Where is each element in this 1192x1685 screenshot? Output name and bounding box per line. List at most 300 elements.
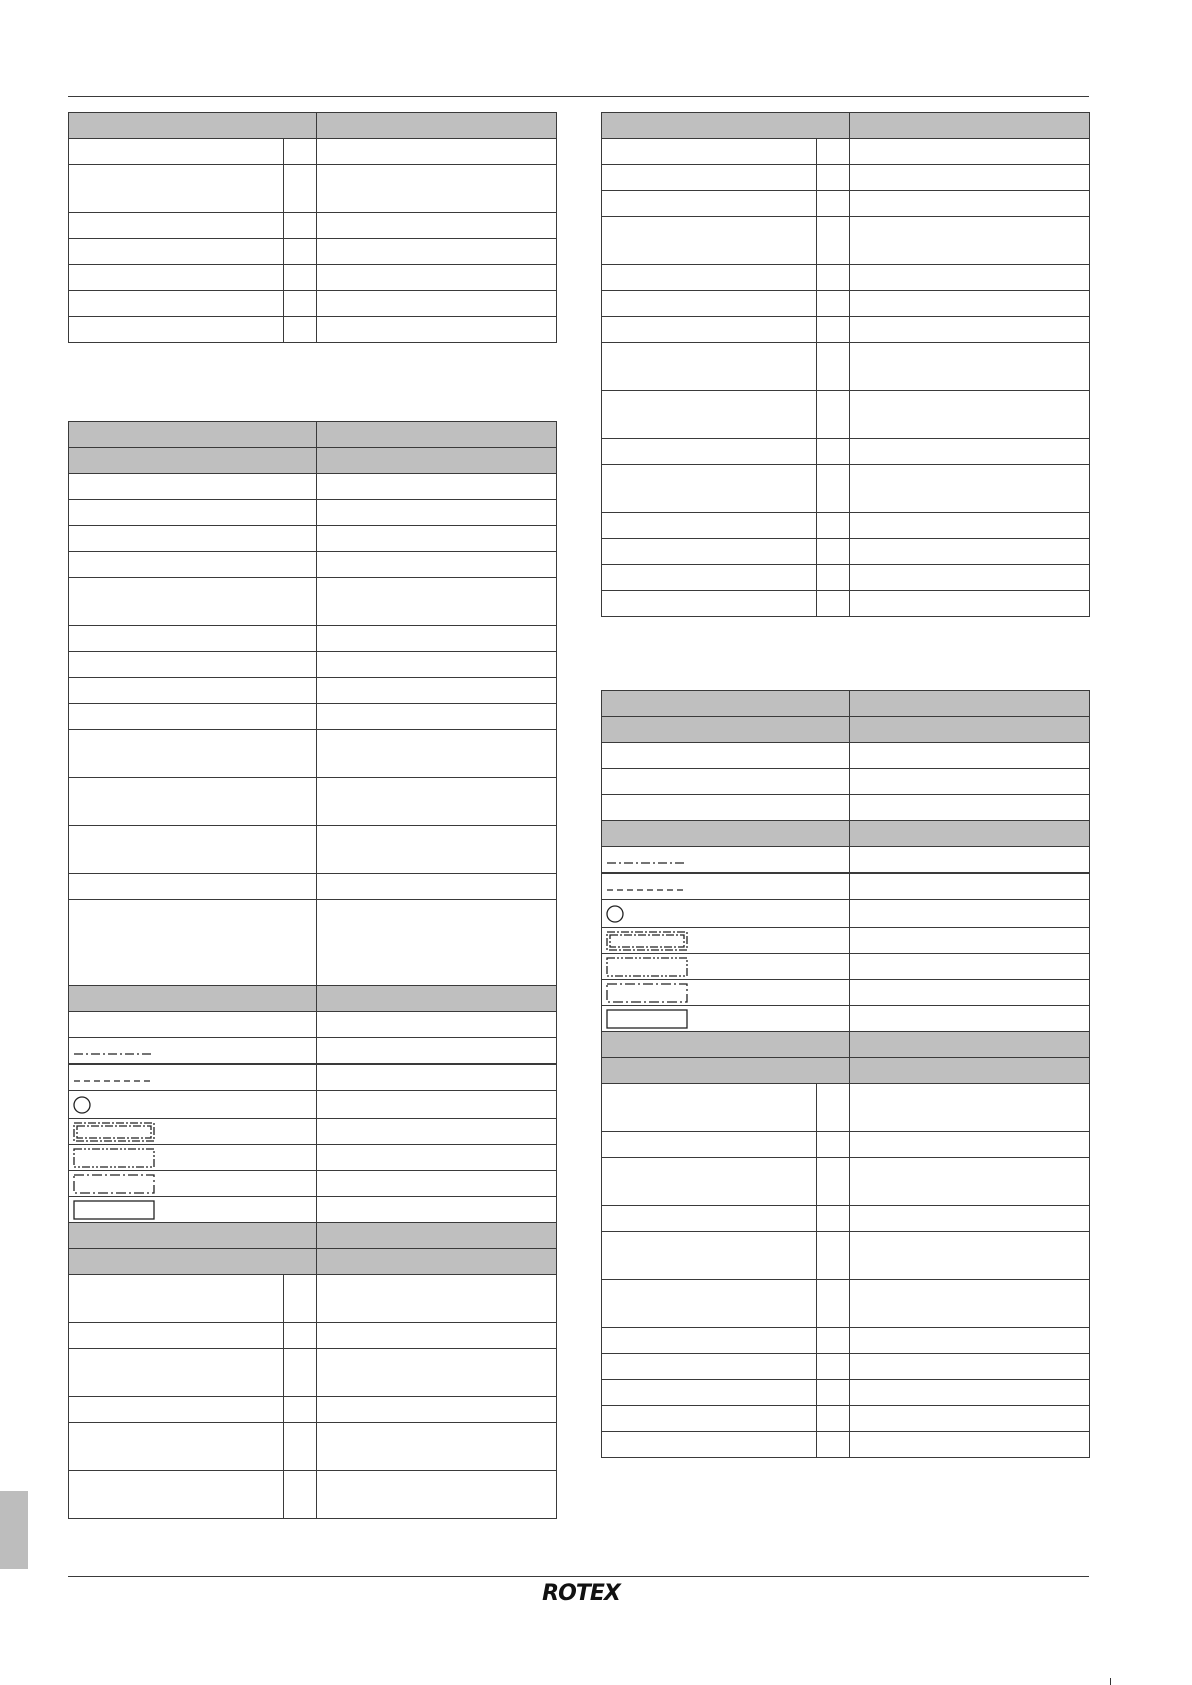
table-cell xyxy=(284,1323,317,1349)
line-symbol-dashdot xyxy=(72,1040,156,1062)
table-cell xyxy=(602,317,817,343)
table-row xyxy=(602,954,1090,980)
table-row xyxy=(69,986,557,1012)
table-row xyxy=(602,1232,1090,1280)
table-cell xyxy=(317,1091,557,1119)
table-cell xyxy=(284,291,317,317)
table-row xyxy=(69,1223,557,1249)
table-cell xyxy=(850,1006,1090,1032)
table-cell xyxy=(69,578,317,626)
table-cell xyxy=(850,1432,1090,1458)
table-row xyxy=(602,821,1090,847)
table-cell xyxy=(817,1084,850,1132)
table-row xyxy=(602,980,1090,1006)
table-cell xyxy=(850,1084,1090,1132)
table-cell xyxy=(850,1058,1090,1084)
table-cell xyxy=(284,1349,317,1397)
table-cell xyxy=(317,1275,557,1323)
table-row xyxy=(69,526,557,552)
table-cell xyxy=(69,1275,284,1323)
table-cell xyxy=(69,1223,317,1249)
table-cell xyxy=(69,1471,284,1519)
table-cell xyxy=(602,1132,817,1158)
table-cell xyxy=(69,422,317,448)
table-row xyxy=(602,1058,1090,1084)
table-row xyxy=(69,826,557,874)
table-cell xyxy=(69,900,317,986)
table-cell xyxy=(317,1145,557,1171)
table-cell xyxy=(317,730,557,778)
table-cell xyxy=(602,1280,817,1328)
table-cell xyxy=(602,769,850,795)
table-cell xyxy=(317,265,557,291)
table-cell xyxy=(317,1323,557,1349)
table-right-main xyxy=(601,690,1090,1458)
table-cell xyxy=(850,139,1090,165)
table-cell xyxy=(850,1206,1090,1232)
table-row xyxy=(69,552,557,578)
line-symbol-dashed xyxy=(72,1067,156,1089)
table-row xyxy=(69,578,557,626)
table-cell xyxy=(602,513,817,539)
table-row xyxy=(69,1065,557,1091)
table-row xyxy=(69,900,557,986)
table-row xyxy=(69,1038,557,1064)
table-cell xyxy=(69,526,317,552)
table-row xyxy=(69,874,557,900)
table-row xyxy=(602,874,1090,900)
table-cell xyxy=(284,1275,317,1323)
table-row xyxy=(602,1032,1090,1058)
table-row xyxy=(602,1280,1090,1328)
table-row xyxy=(69,678,557,704)
table-cell xyxy=(817,513,850,539)
table-row xyxy=(69,1091,557,1119)
table-cell xyxy=(69,1171,317,1197)
table-row xyxy=(69,1145,557,1171)
table-cell xyxy=(817,343,850,391)
table-row xyxy=(602,900,1090,928)
table-row xyxy=(69,500,557,526)
table-cell xyxy=(817,565,850,591)
table-row xyxy=(602,217,1090,265)
table-cell xyxy=(850,217,1090,265)
table-cell xyxy=(317,1223,557,1249)
table-cell xyxy=(850,1380,1090,1406)
table-row xyxy=(69,1397,557,1423)
table-cell xyxy=(602,980,850,1006)
line-symbol-box-solid xyxy=(605,1008,689,1030)
page-corner-tick xyxy=(1110,1678,1111,1685)
table-cell xyxy=(850,847,1090,873)
table-cell xyxy=(69,1012,317,1038)
table-row xyxy=(602,465,1090,513)
line-symbol-box-solid xyxy=(72,1199,156,1221)
table-row xyxy=(602,317,1090,343)
table-cell xyxy=(317,1423,557,1471)
table-row xyxy=(602,139,1090,165)
table-cell xyxy=(817,291,850,317)
chapter-tab-marker xyxy=(0,1491,28,1569)
table-cell xyxy=(69,1423,284,1471)
table-cell xyxy=(602,191,817,217)
table-row xyxy=(69,291,557,317)
table-row xyxy=(69,113,557,139)
table-cell xyxy=(817,1280,850,1328)
table-cell xyxy=(850,565,1090,591)
table-cell xyxy=(69,1119,317,1145)
table-row xyxy=(602,1354,1090,1380)
table-cell xyxy=(284,239,317,265)
table-row xyxy=(602,717,1090,743)
table-cell xyxy=(317,113,557,139)
table-cell xyxy=(850,1354,1090,1380)
table-cell xyxy=(317,678,557,704)
table-cell xyxy=(602,1058,850,1084)
table-cell xyxy=(69,626,317,652)
table-cell xyxy=(602,439,817,465)
table-cell xyxy=(602,1158,817,1206)
table-row xyxy=(69,474,557,500)
table-cell xyxy=(817,1380,850,1406)
table-row xyxy=(602,391,1090,439)
table-cell xyxy=(602,954,850,980)
table-cell xyxy=(284,265,317,291)
table-cell xyxy=(602,847,850,873)
table-row xyxy=(69,213,557,239)
table-cell xyxy=(602,565,817,591)
table-row xyxy=(69,139,557,165)
table-row xyxy=(602,291,1090,317)
table-cell xyxy=(69,291,284,317)
line-symbol-dashed xyxy=(605,876,689,898)
table-cell xyxy=(69,874,317,900)
table-cell xyxy=(850,717,1090,743)
table-cell xyxy=(69,448,317,474)
table-cell xyxy=(69,317,284,343)
table-cell xyxy=(850,795,1090,821)
table-row xyxy=(69,239,557,265)
table-cell xyxy=(317,239,557,265)
line-symbol-box-dashdot2 xyxy=(72,1121,156,1143)
table-row xyxy=(69,1323,557,1349)
table-cell xyxy=(602,1432,817,1458)
table-cell xyxy=(284,1471,317,1519)
table-cell xyxy=(850,1232,1090,1280)
table-cell xyxy=(602,265,817,291)
table-cell xyxy=(317,578,557,626)
table-row xyxy=(69,1423,557,1471)
table-cell xyxy=(850,113,1090,139)
table-cell xyxy=(317,474,557,500)
table-cell xyxy=(69,1065,317,1091)
table-left-top xyxy=(68,112,557,343)
table-cell xyxy=(317,704,557,730)
table-cell xyxy=(817,1432,850,1458)
table-cell xyxy=(817,1132,850,1158)
table-cell xyxy=(602,1206,817,1232)
table-cell xyxy=(850,513,1090,539)
table-cell xyxy=(602,743,850,769)
table-cell xyxy=(317,1471,557,1519)
rotex-logo: ROTEX xyxy=(542,1581,620,1606)
table-cell xyxy=(69,778,317,826)
table-cell xyxy=(602,795,850,821)
table-row xyxy=(69,1349,557,1397)
table-cell xyxy=(850,980,1090,1006)
table-cell xyxy=(317,500,557,526)
table-cell xyxy=(602,139,817,165)
table-cell xyxy=(69,1197,317,1223)
table-row xyxy=(602,1158,1090,1206)
table-cell xyxy=(602,1232,817,1280)
table-row xyxy=(69,730,557,778)
table-cell xyxy=(817,165,850,191)
table-cell xyxy=(850,591,1090,617)
table-cell xyxy=(69,826,317,874)
table-cell xyxy=(69,986,317,1012)
table-cell xyxy=(817,139,850,165)
table-cell xyxy=(317,1065,557,1091)
table-row xyxy=(69,704,557,730)
table-cell xyxy=(602,291,817,317)
table-row xyxy=(602,1084,1090,1132)
table-cell xyxy=(850,265,1090,291)
table-cell xyxy=(850,1158,1090,1206)
table-cell xyxy=(602,165,817,191)
table-cell xyxy=(850,1406,1090,1432)
table-row xyxy=(602,795,1090,821)
table-row xyxy=(69,1012,557,1038)
table-row xyxy=(602,1328,1090,1354)
table-cell xyxy=(817,391,850,439)
table-cell xyxy=(602,343,817,391)
table-row xyxy=(602,591,1090,617)
table-cell xyxy=(602,821,850,847)
table-cell xyxy=(69,552,317,578)
table-cell xyxy=(69,1249,317,1275)
table-cell xyxy=(850,928,1090,954)
table-cell xyxy=(850,743,1090,769)
table-cell xyxy=(602,874,850,900)
table-cell xyxy=(602,391,817,439)
table-row xyxy=(602,343,1090,391)
table-cell xyxy=(850,1280,1090,1328)
table-cell xyxy=(602,1032,850,1058)
table-cell xyxy=(850,769,1090,795)
table-row xyxy=(602,165,1090,191)
table-row xyxy=(602,191,1090,217)
table-cell xyxy=(817,465,850,513)
table-cell xyxy=(317,165,557,213)
table-right-top xyxy=(601,112,1090,617)
table-cell xyxy=(69,213,284,239)
table-cell xyxy=(602,717,850,743)
table-cell xyxy=(317,317,557,343)
table-cell xyxy=(850,1132,1090,1158)
table-cell xyxy=(317,826,557,874)
table-row xyxy=(602,539,1090,565)
table-cell xyxy=(317,422,557,448)
table-row xyxy=(602,928,1090,954)
table-cell xyxy=(850,343,1090,391)
table-cell xyxy=(850,1328,1090,1354)
table-cell xyxy=(602,1006,850,1032)
table-cell xyxy=(317,526,557,552)
table-cell xyxy=(817,317,850,343)
table-cell xyxy=(850,691,1090,717)
table-cell xyxy=(69,113,317,139)
table-cell xyxy=(850,439,1090,465)
table-row xyxy=(602,265,1090,291)
table-cell xyxy=(602,928,850,954)
table-cell xyxy=(69,1397,284,1423)
table-cell xyxy=(317,986,557,1012)
table-cell xyxy=(850,1032,1090,1058)
line-symbol-box-dashdot1 xyxy=(605,956,689,978)
footer-rule xyxy=(68,1576,1089,1577)
table-cell xyxy=(317,1119,557,1145)
table-cell xyxy=(69,1349,284,1397)
table-cell xyxy=(69,165,284,213)
table-cell xyxy=(317,213,557,239)
table-cell xyxy=(317,874,557,900)
table-cell xyxy=(850,317,1090,343)
table-cell xyxy=(317,1197,557,1223)
table-cell xyxy=(69,500,317,526)
table-row xyxy=(602,691,1090,717)
table-cell xyxy=(284,1423,317,1471)
table-cell xyxy=(602,539,817,565)
table-row xyxy=(69,1471,557,1519)
table-cell xyxy=(317,652,557,678)
table-cell xyxy=(850,391,1090,439)
table-row xyxy=(69,165,557,213)
table-row xyxy=(602,113,1090,139)
table-cell xyxy=(602,465,817,513)
table-row xyxy=(69,317,557,343)
table-left-main xyxy=(68,421,557,1519)
table-row xyxy=(69,265,557,291)
table-cell xyxy=(602,1354,817,1380)
table-cell xyxy=(69,265,284,291)
table-row xyxy=(69,1197,557,1223)
table-row xyxy=(602,565,1090,591)
table-cell xyxy=(850,465,1090,513)
table-cell xyxy=(850,191,1090,217)
table-row xyxy=(69,778,557,826)
table-cell xyxy=(850,291,1090,317)
table-cell xyxy=(69,730,317,778)
table-cell xyxy=(284,1397,317,1423)
table-cell xyxy=(817,1206,850,1232)
table-cell xyxy=(317,626,557,652)
table-row xyxy=(602,743,1090,769)
table-cell xyxy=(69,652,317,678)
table-cell xyxy=(317,778,557,826)
table-cell xyxy=(817,1232,850,1280)
table-row xyxy=(69,422,557,448)
table-cell xyxy=(817,217,850,265)
table-cell xyxy=(317,1249,557,1275)
table-cell xyxy=(817,1354,850,1380)
table-row xyxy=(602,439,1090,465)
table-cell xyxy=(602,217,817,265)
table-row xyxy=(602,1406,1090,1432)
table-cell xyxy=(817,1406,850,1432)
line-symbol-dashdot xyxy=(605,849,689,871)
table-cell xyxy=(69,1323,284,1349)
table-cell xyxy=(817,1328,850,1354)
table-cell xyxy=(284,317,317,343)
table-cell xyxy=(317,448,557,474)
table-cell xyxy=(69,704,317,730)
table-row xyxy=(602,1380,1090,1406)
line-symbol-box-dashdot1 xyxy=(72,1147,156,1169)
table-cell xyxy=(602,591,817,617)
table-row xyxy=(69,626,557,652)
table-row xyxy=(69,448,557,474)
table-cell xyxy=(850,900,1090,928)
line-symbol-box-dashdot2 xyxy=(605,930,689,952)
table-cell xyxy=(850,539,1090,565)
line-symbol-circle xyxy=(72,1094,156,1116)
table-row xyxy=(69,1275,557,1323)
table-cell xyxy=(317,1038,557,1064)
table-row xyxy=(602,1132,1090,1158)
table-cell xyxy=(602,900,850,928)
table-cell xyxy=(284,213,317,239)
table-cell xyxy=(602,1406,817,1432)
line-symbol-box-dashdot xyxy=(72,1173,156,1195)
table-cell xyxy=(317,900,557,986)
table-cell xyxy=(317,1397,557,1423)
table-cell xyxy=(69,474,317,500)
table-cell xyxy=(317,291,557,317)
table-cell xyxy=(817,439,850,465)
table-cell xyxy=(817,591,850,617)
table-cell xyxy=(69,1038,317,1064)
table-cell xyxy=(602,1084,817,1132)
table-cell xyxy=(69,239,284,265)
table-row xyxy=(602,513,1090,539)
table-cell xyxy=(602,1328,817,1354)
table-row xyxy=(69,652,557,678)
table-row xyxy=(602,1006,1090,1032)
line-symbol-circle xyxy=(605,903,689,925)
table-row xyxy=(602,769,1090,795)
table-cell xyxy=(602,1380,817,1406)
table-cell xyxy=(284,165,317,213)
table-cell xyxy=(317,1171,557,1197)
table-row xyxy=(69,1249,557,1275)
table-cell xyxy=(317,552,557,578)
table-row xyxy=(69,1119,557,1145)
header-rule xyxy=(68,96,1089,97)
table-cell xyxy=(69,1091,317,1119)
table-cell xyxy=(817,1158,850,1206)
line-symbol-box-dashdot xyxy=(605,982,689,1004)
table-cell xyxy=(69,678,317,704)
table-cell xyxy=(602,691,850,717)
table-cell xyxy=(317,139,557,165)
table-cell xyxy=(850,874,1090,900)
table-cell xyxy=(850,954,1090,980)
table-cell xyxy=(69,139,284,165)
table-row xyxy=(602,1432,1090,1458)
table-cell xyxy=(850,821,1090,847)
table-cell xyxy=(69,1145,317,1171)
